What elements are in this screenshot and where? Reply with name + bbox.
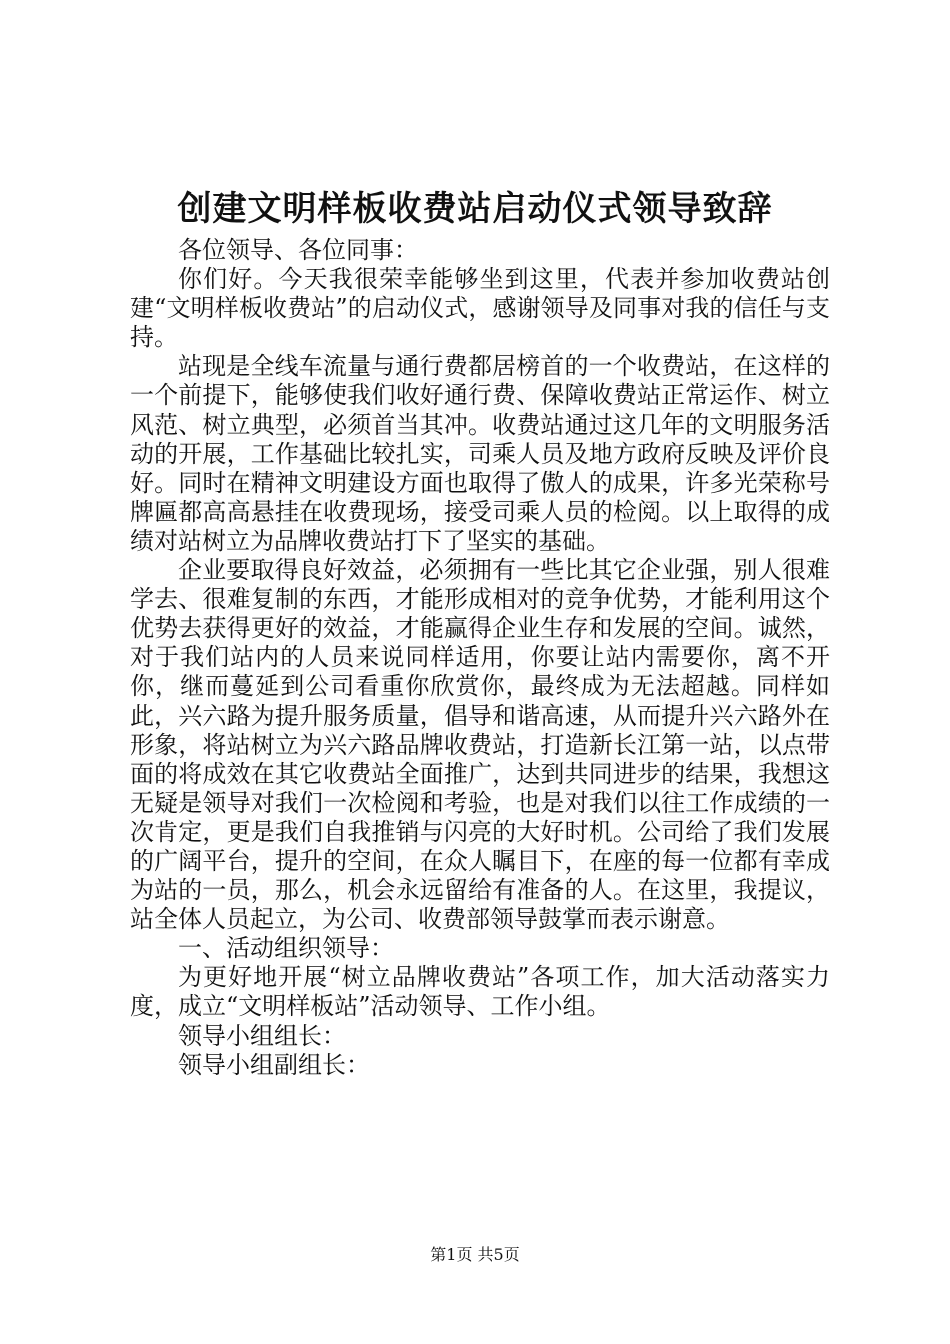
document-body [130, 236, 830, 1080]
paragraph-organization: 为更好地开展“树立品牌收费站”各项工作，加大活动落实力度，成立“文明样板站”活动领导、工作小组。 [130, 963, 830, 1021]
leader-label: 领导小组组长： [178, 1021, 346, 1050]
deputy-leader-label: 领导小组副组长： [178, 1050, 370, 1079]
paragraph-enterprise-advantage: 企业要取得良好效益，必须拥有一些比其它企业强，别人很难学去、很难复制的东西，才能形成相对的竞争优势，才能利用这个优势去获得更好的效益，才能赢得企业生存和发展的空间。诚然，对于我们站内的人员来说同样适用，你要让站内需要你，离不开你，继而蔓延到公司看重你欣赏你，最终成为无法超越。同样如此，兴六路为提升服务质量，倡导和谐高速，从而提升兴六路外在形象，将站树立为兴六路品牌收费站，打造新长江第一站，以点带面的将成效在其它收费站全面推广，达到共同进步的结果，我想这无疑是领导对我们一次检阅和考验，也是对我们以往工作成绩的一次肯定，更是我们自我推销与闪亮的大好时机。公司给了我们发展的广阔平台，提升的空间，在众人瞩目下，在座的每一位都有幸成为站的一员，那么，机会永远留给有准备的人。在这里，我提议，站全体人员起立，为公司、收费部领导鼓掌而表示谢意。 [130, 556, 830, 934]
document-title: 创建文明样板收费站启动仪式领导致辞 [177, 189, 773, 229]
section-heading-organization: 一、活动组织领导： [178, 934, 394, 963]
page-footer: 第1页 共5页 [430, 1245, 520, 1264]
paragraph-station-status: 站现是全线车流量与通行费都居榜首的一个收费站，在这样的一个前提下，能够使我们收好通行费、保障收费站正常运作、树立风范、树立典型，必须首当其冲。收费站通过这几年的文明服务活动的开展，工作基础比较扎实，司乘人员及地方政府反映及评价良好。同时在精神文明建设方面也取得了傲人的成果，许多光荣称号牌匾都高高悬挂在收费现场，接受司乘人员的检阅。以上取得的成绩对站树立为品牌收费站打下了坚实的基础。 [130, 352, 830, 555]
salutation: 各位领导、各位同事： [178, 236, 418, 264]
paragraph-greeting: 你们好。今天我很荣幸能够坐到这里，代表并参加收费站创建“文明样板收费站”的启动仪式，感谢领导及同事对我的信任与支持。 [130, 265, 830, 352]
